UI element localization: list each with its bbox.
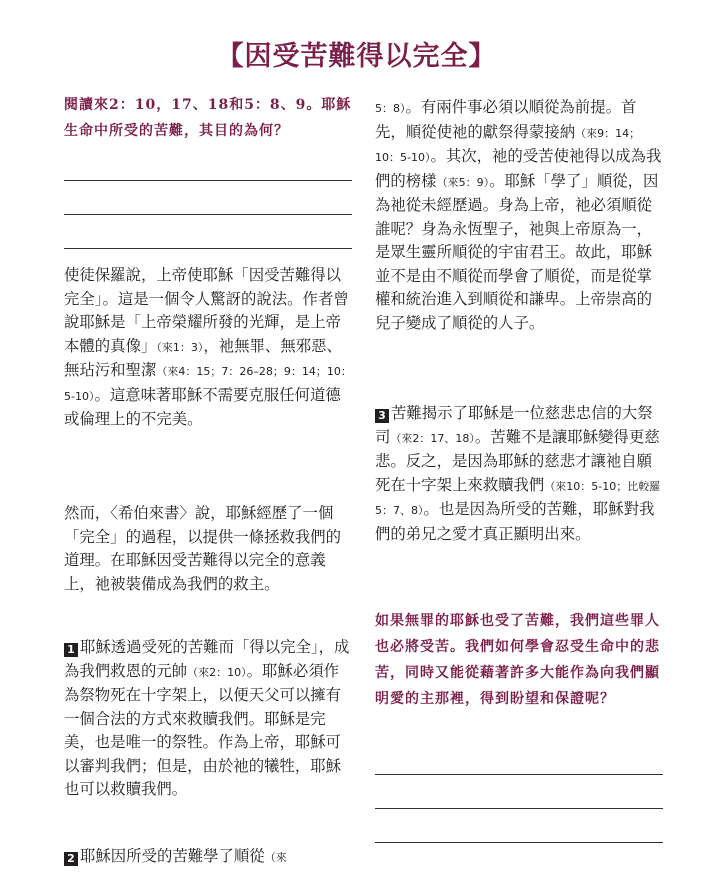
point-2-start [64,845,354,870]
number-3-badge: 3 [375,409,389,423]
answer-line-5[interactable] [375,808,663,809]
point-2-continued [375,96,665,335]
point-3-ref-b: （來10：5-10；比較羅5：7、8） [375,479,661,517]
point-3-ref-a: （來2：17、18） [390,431,475,445]
paragraph-1 [64,264,354,432]
point-2-text-c: 。耶穌「學了」順從，因為祂從未經歷過。身為上帝，祂必須順從誰呢？身為永恆聖子，祂與上帝原為一，是眾生靈所順從的宇宙君王。故此，耶穌並不是由不順從而學會了順從，而是從掌權和統治進入到順從和謙卑。上帝崇高的兒子變成了順從的人子。 [375,171,659,332]
point-1 [64,636,354,802]
point-1-text-b: 。耶穌必須作為祭物死在十字架上，以便天父可以擁有一個合法的方式來救贖我們。耶穌是完美，也是唯一的祭牲。作為上帝，耶穌可以審判我們；但是，由於祂的犧牲，耶穌也可以救贖我們。 [64,661,342,798]
paragraph-1-text-a: 使徒保羅說，上帝使耶穌「因受苦難得以完全」。這是一個令人驚訝的說法。作者曾說耶穌是「上帝榮耀所發的光輝，是上帝本體的真像」 [64,266,349,355]
point-1-ref: （來2：10） [187,665,247,679]
point-2-ref-start: （來 [264,851,287,864]
point-2-ref-c: （來5：9） [436,175,490,189]
paragraph-1-text-b: ，祂無罪、無邪惡、無玷污和聖潔 [64,336,342,379]
point-2-text-start: 耶穌因所受的苦難學了順從 [80,847,265,865]
point-1-text-a: 耶穌透過受死的苦難而「得以完全」，成為我們救恩的元帥 [64,638,350,680]
answer-line-2[interactable] [64,214,352,215]
answer-line-3[interactable] [64,248,352,249]
point-3-text-a: 苦難揭示了耶穌是一位慈悲忠信的大祭司 [375,404,653,446]
page-title: 【因受苦難得以完全】 [216,41,497,72]
point-3-text-c: 。也是因為所受的苦難，耶穌對我們的弟兄之愛才真正顯明出來。 [375,500,655,543]
paragraph-1-ref-b: （來4：15；7：26–28；9：14；10：5-10） [64,365,352,403]
point-2-text-b: 。其次，祂的受苦使祂得以成為我們的榜樣 [375,147,662,190]
answer-line-1[interactable] [64,180,352,181]
point-3-text-b: 。苦難不是讓耶穌變得更慈悲。反之，是因為耶穌的慈悲才讓祂自願死在十字架上來救贖我們 [375,427,660,494]
study-question-2: 如果無罪的耶穌也受了苦難，我們這些罪人也必將受苦。我們如何學會忍受生命中的悲苦，同時又能從藉著許多大能作為向我們顯明愛的主那裡，得到盼望和保證呢？ [375,613,660,707]
paragraph-1-text-c: 。這意味著耶穌不需要克服任何道德或倫理上的不完美。 [64,385,341,428]
answer-line-6[interactable] [375,842,663,843]
number-2-badge: 2 [64,852,78,866]
paragraph-1-ref-a: （來1：3） [156,340,204,354]
point-2-ref-end: 5：8） [375,102,406,115]
point-2-ref-b: （來9：14；10：5-10） [375,126,641,164]
study-question-1: 閱讀來2：10，17、18和5：8、9。耶穌生命中所受的苦難，其目的為何？ [64,97,352,139]
answer-line-4[interactable] [375,774,663,775]
paragraph-2: 然而，〈希伯來書〉說，耶穌經歷了一個「完全」的過程，以提供一條拯救我們的道理。在耶穌因受苦難得以完全的意義上，祂被裝備成為我們的救主。 [64,504,342,593]
number-1-badge: 1 [64,643,78,657]
point-2-text-a: 。有兩件事必須以順從為前提。首先，順從使祂的獻祭得蒙接納 [375,98,637,141]
point-3 [375,402,665,546]
